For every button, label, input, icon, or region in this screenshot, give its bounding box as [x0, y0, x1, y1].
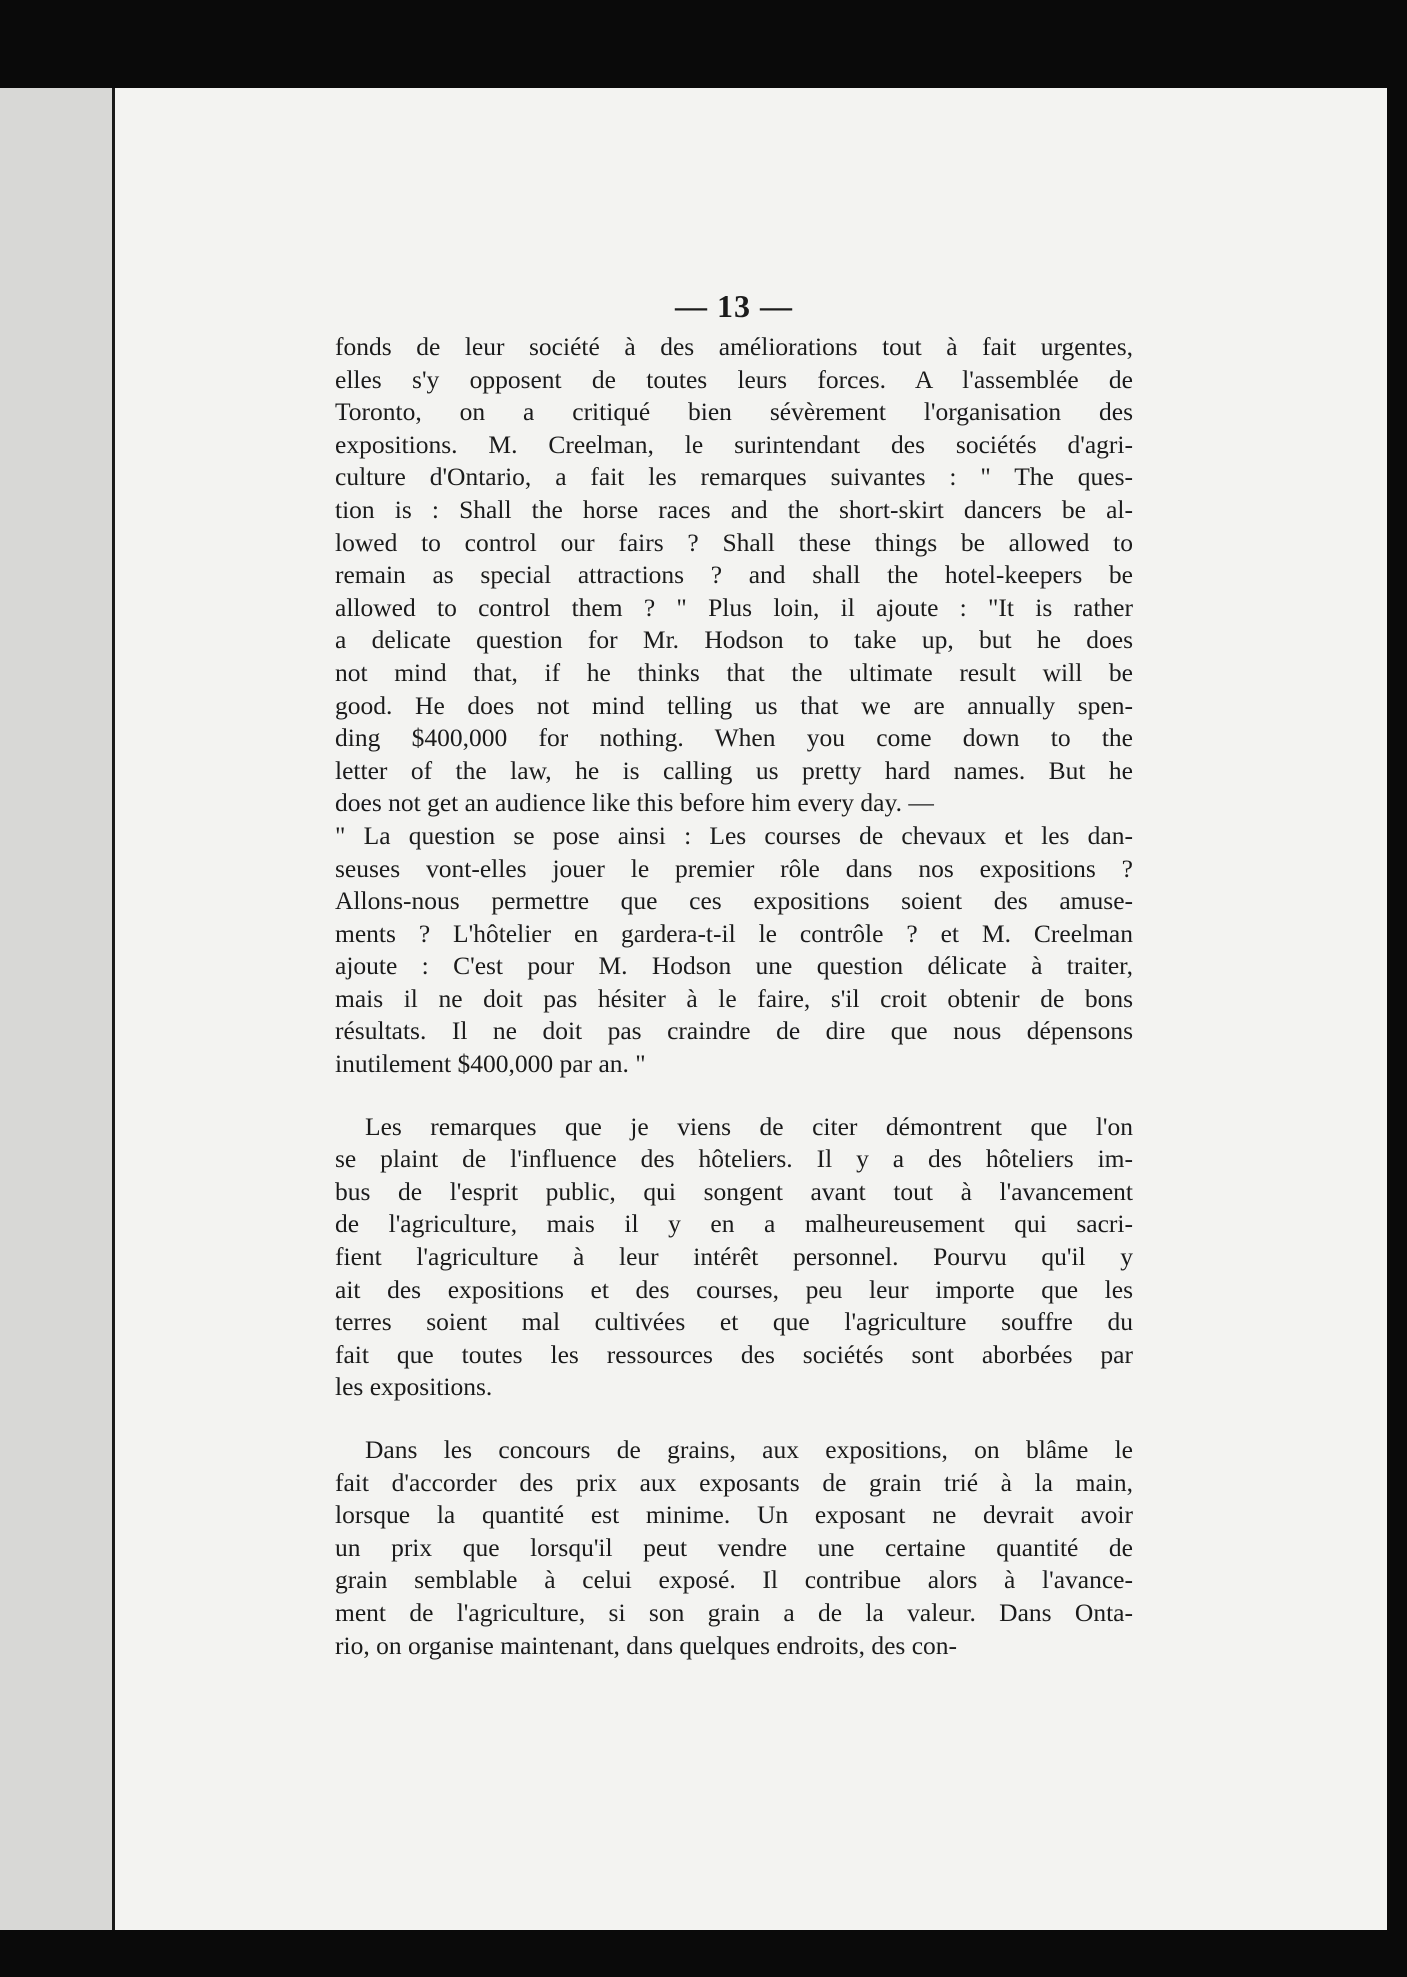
paragraph [335, 331, 1133, 820]
text-line: " La question se pose ainsi : Les courses de chevaux et les dan- [335, 820, 1133, 850]
text-line: de l'agriculture, mais il y en a malheureusement qui sacri- [335, 1209, 1133, 1239]
text-line: Dans les concours de grains, aux expositions, on blâme le [365, 1435, 1133, 1464]
text-line: does not get an audience like this before him every day. — [335, 788, 934, 818]
text-line: fonds de leur société à des améliorations tout à fait urgentes, [335, 332, 1133, 361]
text-line: fait que toutes les ressources des sociétés sont aborbées par [335, 1339, 1133, 1369]
text-line: fient l'agriculture à leur intérêt personnel. Pourvu qu'il y [335, 1242, 1133, 1272]
text-line: inutilement $400,000 par an. " [335, 1049, 646, 1079]
page-number: — 13 — [675, 288, 793, 324]
text-line: Les remarques que je viens de citer démontrent que l'on [365, 1111, 1133, 1141]
text-line: letter of the law, he is calling us pretty hard names. But he [335, 755, 1133, 785]
text-line: tion is : Shall the horse races and the short-skirt dancers be al- [335, 494, 1133, 524]
text-line: bus de l'esprit public, qui songent avant tout à l'avancement [335, 1176, 1133, 1206]
paragraph [335, 1434, 1133, 1662]
text-line: expositions. M. Creelman, le surintendant des sociétés d'agri- [335, 429, 1133, 459]
text-line: not mind that, if he thinks that the ultimate result will be [335, 657, 1133, 687]
text-line: les expositions. [335, 1372, 493, 1402]
text-line: ments ? L'hôtelier en gardera-t-il le contrôle ? et M. Creelman [335, 918, 1133, 948]
facing-page-edge [0, 88, 112, 1930]
text-line: a delicate question for Mr. Hodson to take up, but he does [335, 625, 1133, 655]
text-block [335, 288, 1133, 1692]
paragraph [335, 820, 1133, 1081]
text-line: se plaint de l'influence des hôteliers. Il y a des hôteliers im- [335, 1144, 1133, 1174]
paragraph [335, 1111, 1133, 1404]
text-line: ait des expositions et des courses, peu leur importe que les [335, 1274, 1133, 1304]
text-line: remain as special attractions ? and shall the hotel-keepers be [335, 560, 1133, 590]
text-line: allowed to control them ? " Plus loin, il ajoute : "It is rather [335, 592, 1133, 622]
text-line: elles s'y opposent de toutes leurs forces. A l'assemblée de [335, 364, 1133, 394]
text-line: ment de l'agriculture, si son grain a de la valeur. Dans Onta- [335, 1597, 1133, 1627]
text-line: mais il ne doit pas hésiter à le faire, s'il croit obtenir de bons [335, 983, 1133, 1013]
text-line: terres soient mal cultivées et que l'agriculture souffre du [335, 1307, 1133, 1337]
text-line: ajoute : C'est pour M. Hodson une question délicate à traiter, [335, 951, 1133, 981]
text-line: Allons-nous permettre que ces expositions soient des amuse- [335, 886, 1133, 916]
text-line: rio, on organise maintenant, dans quelques endroits, des con- [335, 1630, 958, 1660]
text-line: résultats. Il ne doit pas craindre de dire que nous dépensons [335, 1016, 1133, 1046]
text-line: Toronto, on a critiqué bien sévèrement l'organisation des [335, 397, 1133, 427]
text-line: good. He does not mind telling us that we are annually spen- [335, 690, 1133, 720]
text-line: lowed to control our fairs ? Shall these things be allowed to [335, 527, 1133, 557]
text-line: ding $400,000 for nothing. When you come down to the [335, 723, 1133, 753]
text-line: culture d'Ontario, a fait les remarques suivantes : " The ques- [335, 462, 1133, 492]
paragraphs [335, 331, 1133, 1662]
text-line: lorsque la quantité est minime. Un exposant ne devrait avoir [335, 1500, 1133, 1530]
text-line: grain semblable à celui exposé. Il contribue alors à l'avance- [335, 1565, 1133, 1595]
text-line: fait d'accorder des prix aux exposants de grain trié à la main, [335, 1467, 1133, 1497]
text-line: seuses vont-elles jouer le premier rôle dans nos expositions ? [335, 853, 1133, 883]
text-line: un prix que lorsqu'il peut vendre une certaine quantité de [335, 1532, 1133, 1562]
